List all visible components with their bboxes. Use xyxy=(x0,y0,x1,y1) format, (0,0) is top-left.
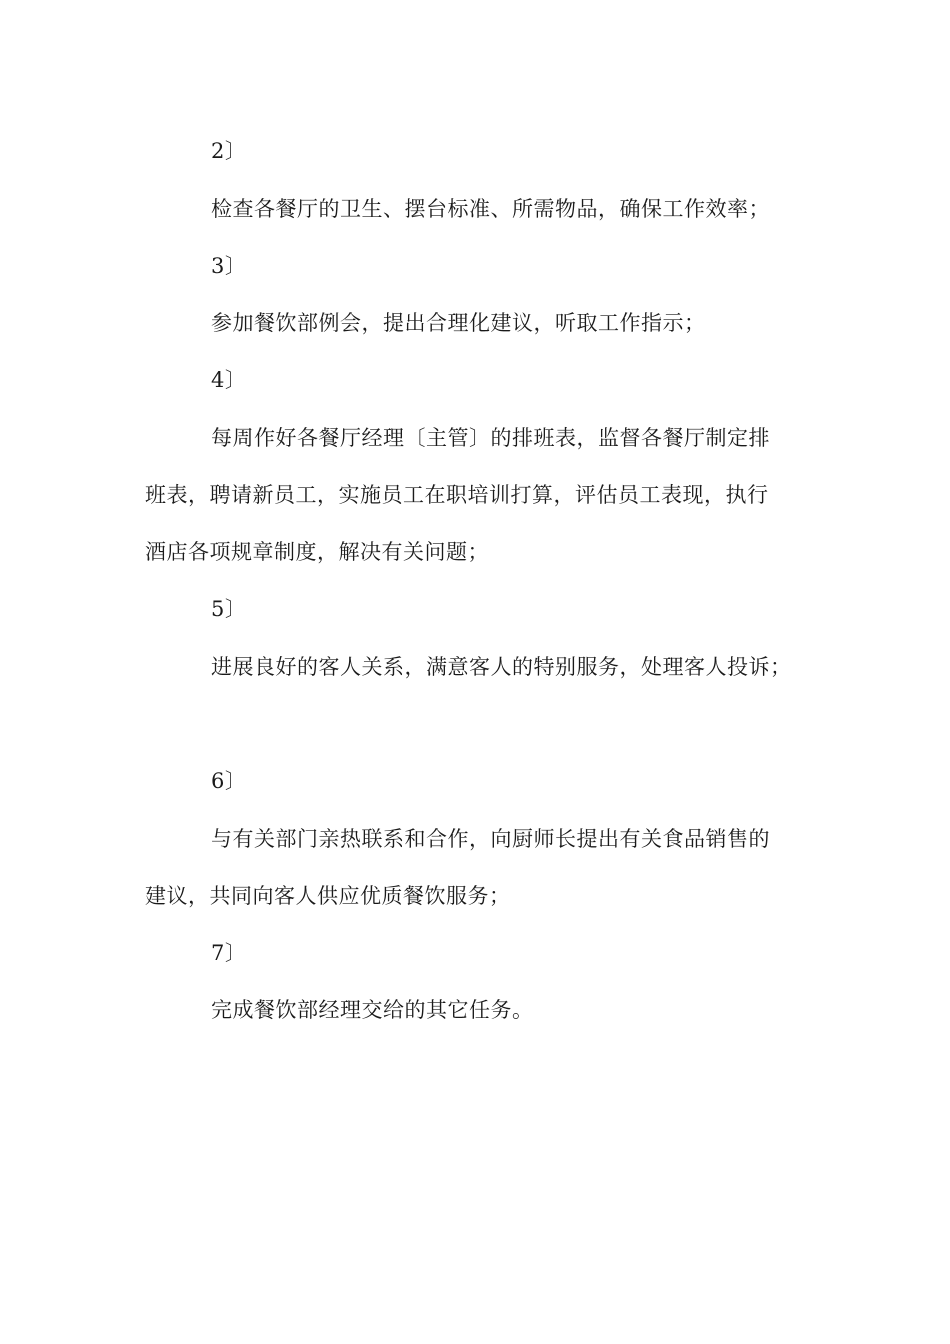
item-7-text: 完成餐饮部经理交给的其它任务。 xyxy=(211,998,534,1022)
item-3-text: 参加餐饮部例会，提出合理化建议，听取工作指示； xyxy=(211,311,706,335)
item-6-text-line-2: 建议，共同向客人供应优质餐饮服务； xyxy=(145,884,511,908)
item-4-text-line-1: 每周作好各餐厅经理〔主管〕的排班表，监督各餐厅制定排 xyxy=(211,426,770,450)
item-4-text-line-2: 班表，聘请新员工，实施员工在职培训打算，评估员工表现，执行 xyxy=(145,483,769,507)
item-5-number: 5〕 xyxy=(211,597,247,621)
item-6-text-line-1: 与有关部门亲热联系和合作，向厨师长提出有关食品销售的 xyxy=(211,827,770,851)
item-4-number: 4〕 xyxy=(211,368,247,392)
item-2-number: 2〕 xyxy=(211,139,247,163)
item-5-text: 进展良好的客人关系，满意客人的特别服务，处理客人投诉； xyxy=(211,655,792,679)
item-4-text-line-3: 酒店各项规章制度，解决有关问题； xyxy=(145,540,489,564)
item-7-number: 7〕 xyxy=(211,941,247,965)
item-3-number: 3〕 xyxy=(211,254,247,278)
item-6-number: 6〕 xyxy=(211,769,247,793)
item-2-text: 检查各餐厅的卫生、摆台标准、所需物品，确保工作效率； xyxy=(211,197,770,221)
